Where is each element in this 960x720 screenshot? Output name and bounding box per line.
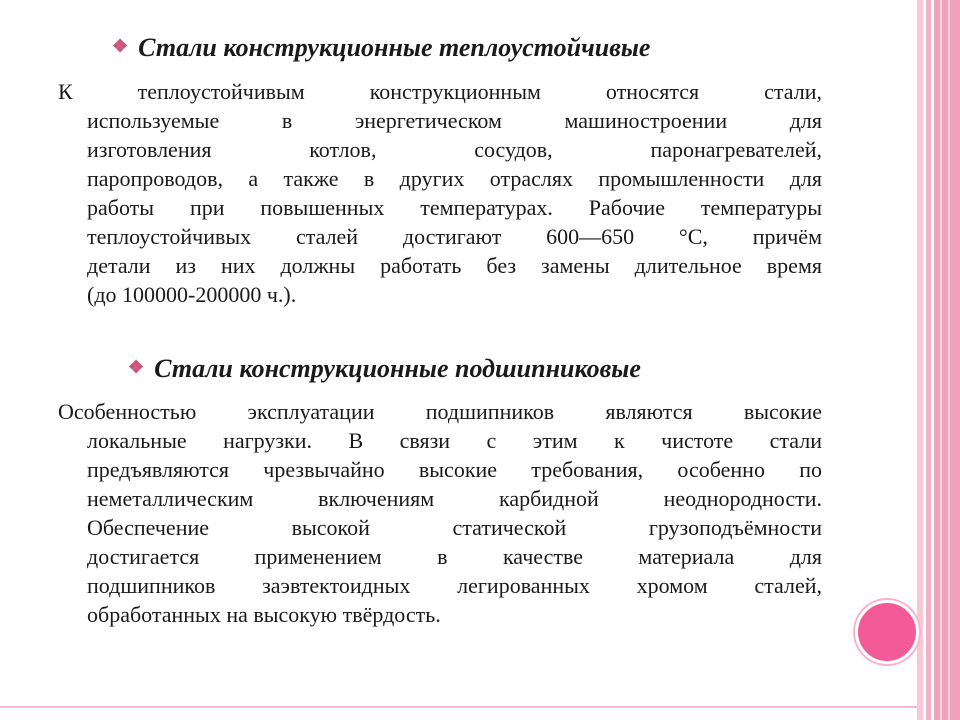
decor-stripe <box>948 0 950 720</box>
section1-title: Стали конструкционные теплоустойчивые <box>138 33 651 62</box>
diamond-bullet-icon: ❖ <box>112 36 129 56</box>
decor-stripe <box>934 0 960 720</box>
decor-bottom-line <box>0 706 917 708</box>
section1-paragraph <box>58 77 822 309</box>
paragraph-line: локальные нагрузки. В связи с этим к чистоте стали <box>87 428 822 453</box>
paragraph-line: Особенностью эксплуатации подшипников являются высокие <box>58 399 822 424</box>
paragraph-line: достигается применением в качестве материала для <box>87 544 822 569</box>
paragraph-line: изготовления котлов, сосудов, паронагревателей, <box>87 137 822 162</box>
diamond-bullet-icon: ❖ <box>128 357 145 377</box>
section1-heading <box>112 33 650 63</box>
paragraph-line: детали из них должны работать без замены длительное время <box>87 253 822 278</box>
section2-title: Стали конструкционные подшипниковые <box>154 354 641 383</box>
paragraph-line: Обеспечение высокой статической грузоподъёмности <box>87 515 822 540</box>
decor-stripe <box>940 0 942 720</box>
paragraph-line: используемые в энергетическом машиностроении для <box>87 108 822 133</box>
decor-circle <box>855 600 919 664</box>
paragraph-line: (до 100000-200000 ч.). <box>87 282 297 307</box>
section2-heading <box>128 354 641 384</box>
paragraph-line: теплоустойчивых сталей достигают 600—650 °С, причём <box>87 224 822 249</box>
paragraph-line: подшипников заэвтектоидных легированных хромом сталей, <box>87 573 822 598</box>
paragraph-line: обработанных на высокую твёрдость. <box>87 602 441 627</box>
section2-paragraph <box>58 397 822 629</box>
paragraph-line: паропроводов, а также в других отраслях промышленности для <box>87 166 822 191</box>
paragraph-line: работы при повышенных температурах. Рабочие температуры <box>87 195 822 220</box>
paragraph-line: неметаллическим включениям карбидной неоднородности. <box>87 486 822 511</box>
paragraph-line: предъявляются чрезвычайно высокие требования, особенно по <box>87 457 822 482</box>
paragraph-line: К теплоустойчивым конструкционным относятся стали, <box>58 79 822 104</box>
